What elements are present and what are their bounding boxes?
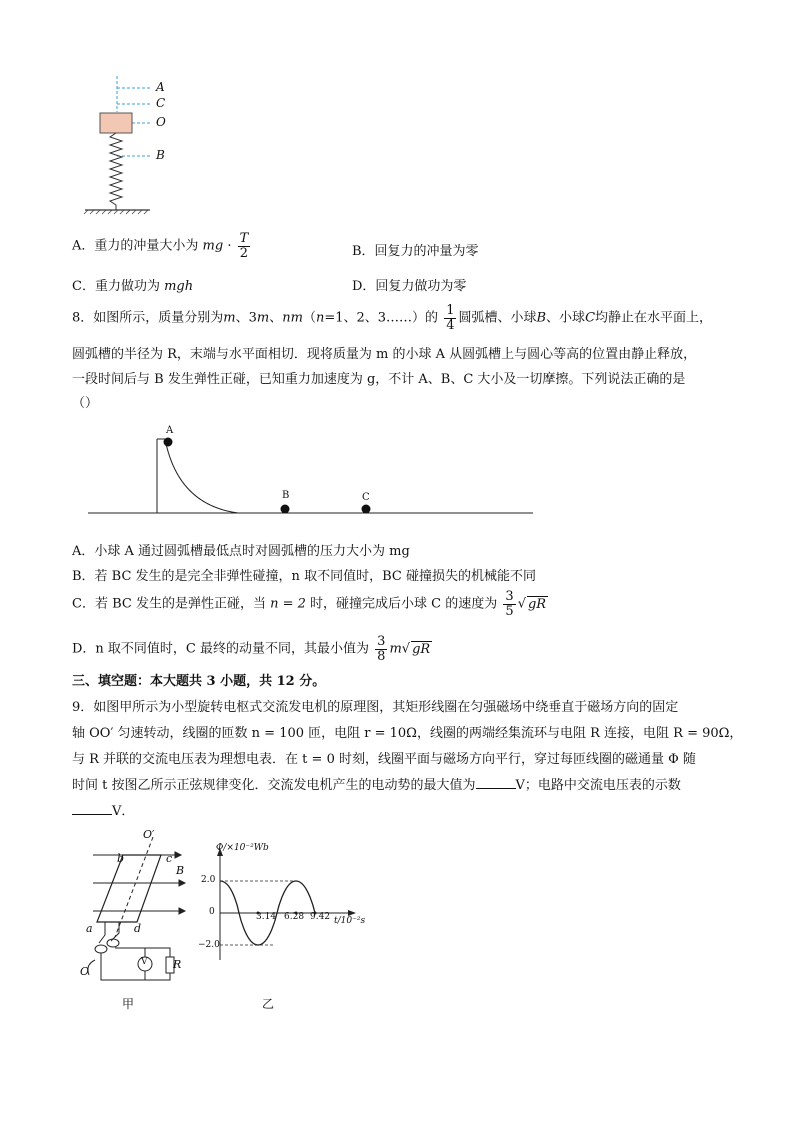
q8-option-d-root: gR bbox=[412, 641, 431, 657]
q8-option-c-fraction bbox=[503, 590, 515, 618]
q8-option-c-root: gR bbox=[527, 596, 547, 612]
q7-option-d: D．回复力做功为零 bbox=[352, 279, 467, 294]
fraction-numerator: 1 bbox=[446, 303, 455, 318]
q7-option-c-expr: mgh bbox=[164, 279, 194, 294]
q8-var: C bbox=[585, 310, 596, 326]
q8-text: 、3 bbox=[235, 310, 257, 326]
gen-label-B: B bbox=[176, 864, 185, 877]
q8-var: m bbox=[256, 310, 270, 326]
q8-option-b: B．若 BC 发生的是完全非弹性碰撞，n 取不同值时，BC 碰撞损失的机械能不同 bbox=[72, 569, 536, 584]
q8-line-3: 一段时间后与 B 发生弹性正碰，已知重力加速度为 g，不计 A、B、C 大小及一切摩擦。下列说法正确的是 bbox=[72, 372, 686, 387]
q9-line-4 bbox=[72, 774, 681, 793]
q8-option-c-text2: 时，碰撞完成后小球 C 的速度为 bbox=[310, 596, 498, 612]
q8-option-c-condition: n = 2 bbox=[270, 596, 306, 612]
flux-graph-tick-x-3: 9.42 bbox=[310, 912, 331, 922]
gen-label-r: R bbox=[173, 958, 182, 971]
q9-text: V；电路中交流电压表的示数 bbox=[515, 778, 681, 793]
gen-label-c: c bbox=[166, 852, 173, 865]
q8-var: m bbox=[223, 310, 236, 326]
flux-graph-tick-y-pos: 2.0 bbox=[201, 875, 216, 885]
q8-option-c bbox=[72, 590, 548, 618]
flux-graph-tick-y-neg: −2.0 bbox=[198, 940, 220, 950]
q7-option-a-dot: · bbox=[227, 238, 232, 254]
fig1-label-o: O bbox=[156, 115, 166, 129]
q8-text: （ bbox=[302, 310, 316, 326]
answer-blank-2 bbox=[72, 802, 112, 815]
q9-text: V． bbox=[112, 804, 135, 819]
q8-text: 均静止在水平面上， bbox=[595, 310, 713, 326]
q8-option-d-text: D．n 取不同值时，C 最终的动量不同，其最小值为 bbox=[72, 641, 370, 657]
q9-line-2: 轴 OO′ 匀速转动，线圈的匝数 n = 100 匝，电阻 r = 10Ω，线圈的两端经集流环与电阻 R 连接，电阻 R = 90Ω， bbox=[72, 726, 743, 741]
fraction-denominator: 4 bbox=[446, 317, 455, 333]
q9-line-5 bbox=[72, 800, 134, 819]
flux-graph-tick-x-1: 3.14 bbox=[256, 912, 277, 922]
flux-graph bbox=[200, 840, 370, 970]
q8-fig-label-c: C bbox=[362, 492, 370, 503]
q8-var: n bbox=[315, 310, 325, 326]
q7-option-a bbox=[72, 232, 252, 260]
flux-graph-xlabel: t/10⁻²s bbox=[334, 916, 366, 926]
section-3-title: 三、填空题：本大题共 3 小题，共 12 分。 bbox=[72, 674, 326, 689]
fraction-denominator: 5 bbox=[505, 603, 514, 619]
fraction-numerator: T bbox=[239, 231, 249, 246]
q8-option-d-fraction bbox=[375, 635, 387, 663]
q7-option-b: B．回复力的冲量为零 bbox=[352, 244, 479, 259]
q8-option-a: A．小球 A 通过圆弧槽最低点时对圆弧槽的压力大小为 mg bbox=[72, 544, 410, 559]
answer-blank-1 bbox=[476, 776, 516, 789]
q8-line-1 bbox=[72, 304, 712, 332]
q8-option-d bbox=[72, 635, 432, 663]
q9-text: 时间 t 按图乙所示正弦规律变化．交流发电机产生的电动势的最大值为 bbox=[72, 778, 476, 793]
gen-label-o: O bbox=[80, 965, 90, 978]
q8-fig-label-b: B bbox=[282, 490, 290, 501]
gen-label-d: d bbox=[134, 922, 142, 935]
q8-text: =1、2、3……）的 bbox=[324, 310, 439, 326]
q8-text: 8．如图所示，质量分别为 bbox=[72, 310, 224, 326]
q8-fig-label-a: A bbox=[166, 425, 174, 436]
q8-line-4: （） bbox=[72, 396, 99, 411]
q9-line-1: 9．如图甲所示为小型旋转电枢式交流发电机的原理图，其矩形线圈在匀强磁场中绕垂直于磁场方向的固定 bbox=[72, 700, 679, 715]
q9-line-3: 与 R 并联的交流电压表为理想电表．在 t = 0 时刻，线圈平面与磁场方向平行，穿过每匝线圈的磁通量 Φ 随 bbox=[72, 752, 696, 767]
fig1-label-b: B bbox=[156, 148, 165, 162]
flux-graph-tick-zero: 0 bbox=[209, 907, 215, 917]
q8-var: B bbox=[536, 310, 547, 326]
sqrt-sign: √ bbox=[517, 596, 526, 612]
fig1-label-c: C bbox=[156, 96, 166, 110]
flux-graph-ylabel: Φ/×10⁻²Wb bbox=[216, 843, 269, 853]
fig-caption-yi: 乙 bbox=[262, 997, 275, 1011]
q8-var: nm bbox=[282, 310, 303, 326]
q7-option-a-text: A．重力的冲量大小为 bbox=[72, 238, 199, 254]
fig-caption-jia: 甲 bbox=[122, 997, 135, 1011]
voltmeter-icon: V bbox=[141, 957, 148, 967]
q8-text: 、小球 bbox=[546, 310, 586, 326]
q8-option-d-mass: m bbox=[389, 641, 402, 657]
q8-arc-figure bbox=[88, 425, 538, 520]
q7-option-a-expr: mg bbox=[202, 238, 224, 254]
fraction-denominator: 2 bbox=[239, 245, 249, 261]
sqrt-sign: √ bbox=[401, 641, 411, 657]
q8-line-2: 圆弧槽的半径为 R，末端与水平面相切．现将质量为 m 的小球 A 从圆弧槽上与圆心等高的位置由静止释放， bbox=[72, 347, 697, 362]
gen-label-o-prime: O′ bbox=[143, 828, 155, 841]
fig1-label-a: A bbox=[156, 80, 165, 94]
spring-oscillator-figure bbox=[80, 70, 190, 215]
gen-label-b: b bbox=[117, 852, 125, 865]
q7-option-c bbox=[72, 275, 193, 294]
fraction-numerator: 3 bbox=[377, 634, 386, 649]
q7-option-a-fraction bbox=[238, 232, 251, 260]
q8-quarter-fraction bbox=[444, 304, 456, 332]
flux-graph-tick-x-2: 6.28 bbox=[284, 912, 305, 922]
fraction-numerator: 3 bbox=[505, 589, 514, 604]
gen-label-a: a bbox=[86, 922, 93, 935]
q8-text: 圆弧槽、小球 bbox=[458, 310, 537, 326]
q8-text: 、 bbox=[269, 310, 283, 326]
fraction-denominator: 8 bbox=[377, 648, 386, 664]
q8-option-c-text: C．若 BC 发生的是弹性正碰，当 bbox=[72, 596, 266, 612]
q7-option-c-text: C．重力做功为 bbox=[72, 279, 160, 294]
